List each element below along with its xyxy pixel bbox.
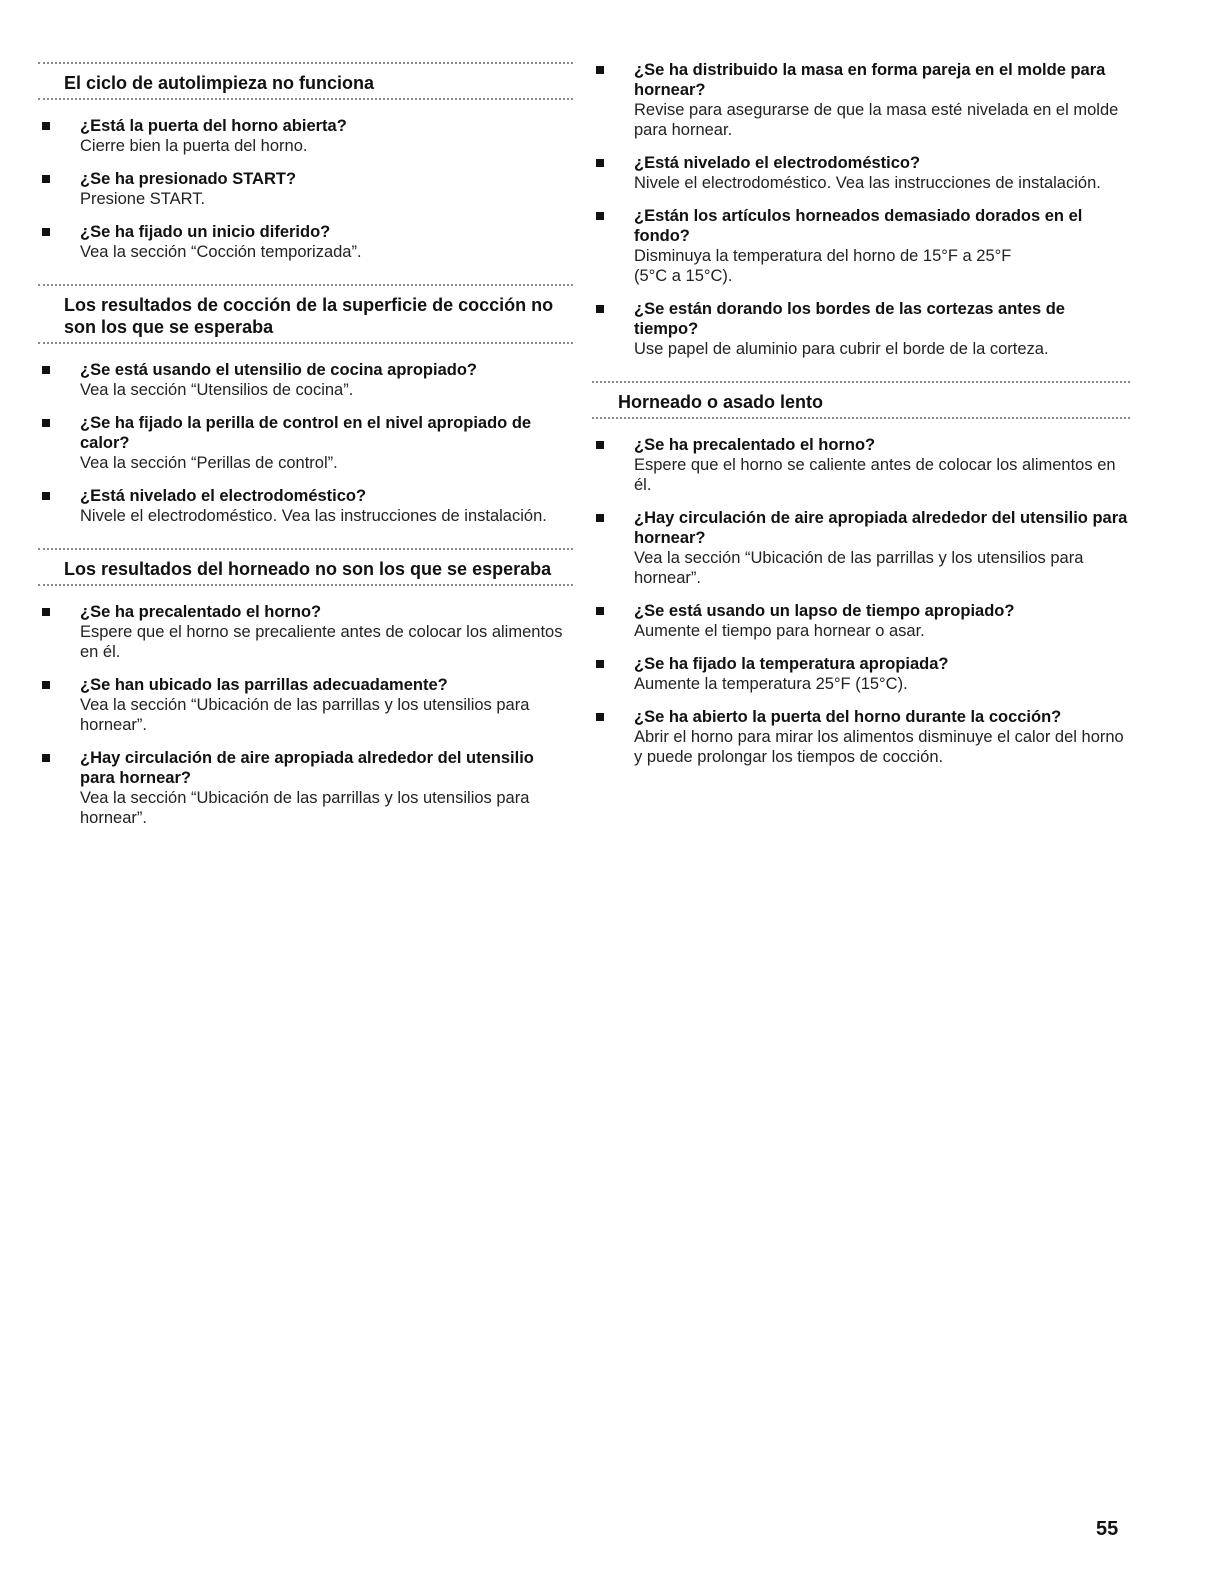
item-answer: Cierre bien la puerta del horno. [80, 137, 308, 155]
item-question: ¿Hay circulación de aire apropiada alrededor del utensilio para hornear? [634, 509, 1128, 547]
square-bullet-icon [596, 159, 604, 167]
square-bullet-icon [596, 607, 604, 615]
section-title: Los resultados de cocción de la superficie de cocción no son los que se esperaba [64, 295, 554, 337]
section-baking-results [38, 548, 573, 828]
item-answer: Aumente la temperatura 25°F (15°C). [634, 675, 908, 693]
square-bullet-icon [42, 419, 50, 427]
item-question: ¿Se ha abierto la puerta del horno durante la cocción? [634, 708, 1062, 726]
list-item [38, 675, 573, 735]
item-answer: Presione START. [80, 190, 206, 208]
section-title: Los resultados del horneado no son los que se esperaba [64, 559, 552, 579]
list-item [592, 707, 1130, 767]
section-header [38, 62, 573, 100]
square-bullet-icon [596, 713, 604, 721]
list-item [38, 360, 573, 400]
item-question: ¿Se han ubicado las parrillas adecuadamente? [80, 676, 448, 694]
item-answer: Nivele el electrodoméstico. Vea las instrucciones de instalación. [634, 174, 1101, 192]
item-question: ¿Se ha fijado un inicio diferido? [80, 223, 331, 241]
item-question: ¿Se ha precalentado el horno? [80, 603, 322, 621]
list-item [38, 116, 573, 156]
item-answer: Vea la sección “Utensilios de cocina”. [80, 381, 354, 399]
item-question: ¿Se está usando el utensilio de cocina apropiado? [80, 361, 477, 379]
list-item [592, 206, 1130, 286]
list-item [38, 602, 573, 662]
square-bullet-icon [42, 122, 50, 130]
item-question: ¿Se está usando un lapso de tiempo apropiado? [634, 602, 1015, 620]
item-answer: Aumente el tiempo para hornear o asar. [634, 622, 925, 640]
item-question: ¿Está nivelado el electrodoméstico? [634, 154, 921, 172]
left-column [38, 62, 573, 850]
section-header [38, 548, 573, 586]
section-header [592, 381, 1130, 419]
section-header [38, 284, 573, 344]
square-bullet-icon [596, 660, 604, 668]
item-answer: Disminuya la temperatura del horno de 15°F a 25°F (5°C a 15°C). [634, 247, 1012, 285]
square-bullet-icon [42, 754, 50, 762]
item-question: ¿Está nivelado el electrodoméstico? [80, 487, 367, 505]
square-bullet-icon [42, 228, 50, 236]
item-answer: Vea la sección “Cocción temporizada”. [80, 243, 362, 261]
list-item [38, 486, 573, 526]
list-item [592, 508, 1130, 588]
list-item [38, 748, 573, 828]
item-answer: Vea la sección “Ubicación de las parrillas y los utensilios para hornear”. [80, 696, 530, 734]
list-item [592, 601, 1130, 641]
section-self-clean [38, 62, 573, 262]
item-question: ¿Se ha fijado la perilla de control en el nivel apropiado de calor? [80, 414, 532, 452]
item-question: ¿Se están dorando los bordes de las cortezas antes de tiempo? [634, 300, 1065, 338]
square-bullet-icon [596, 305, 604, 313]
item-answer: Vea la sección “Ubicación de las parrillas y los utensilios para hornear”. [80, 789, 530, 827]
section-cooktop-results [38, 284, 573, 526]
section-title: Horneado o asado lento [618, 392, 824, 412]
square-bullet-icon [42, 366, 50, 374]
item-question: ¿Se ha presionado START? [80, 170, 297, 188]
section-slow-baking [592, 381, 1130, 767]
item-question: ¿Se ha distribuido la masa en forma pareja en el molde para hornear? [634, 61, 1106, 99]
item-question: ¿Hay circulación de aire apropiada alrededor del utensilio para hornear? [80, 749, 534, 787]
item-answer: Revise para asegurarse de que la masa esté nivelada en el molde para hornear. [634, 101, 1119, 139]
list-item [38, 413, 573, 473]
item-answer: Abrir el horno para mirar los alimentos disminuye el calor del horno y puede prolongar los tiempos de cocción. [634, 728, 1124, 766]
square-bullet-icon [42, 175, 50, 183]
list-item [38, 169, 573, 209]
square-bullet-icon [596, 441, 604, 449]
item-answer: Vea la sección “Ubicación de las parrillas y los utensilios para hornear”. [634, 549, 1084, 587]
item-question: ¿Está la puerta del horno abierta? [80, 117, 347, 135]
right-column [592, 60, 1130, 789]
item-question: ¿Están los artículos horneados demasiado dorados en el fondo? [634, 207, 1083, 245]
item-answer: Vea la sección “Perillas de control”. [80, 454, 338, 472]
list-item [592, 435, 1130, 495]
square-bullet-icon [596, 212, 604, 220]
list-item [592, 654, 1130, 694]
section-title: El ciclo de autolimpieza no funciona [64, 73, 375, 93]
item-answer: Use papel de aluminio para cubrir el borde de la corteza. [634, 340, 1049, 358]
square-bullet-icon [42, 608, 50, 616]
list-item [592, 60, 1130, 140]
item-question: ¿Se ha precalentado el horno? [634, 436, 876, 454]
list-item [592, 299, 1130, 359]
item-answer: Nivele el electrodoméstico. Vea las instrucciones de instalación. [80, 507, 547, 525]
square-bullet-icon [42, 492, 50, 500]
item-answer: Espere que el horno se precaliente antes de colocar los alimentos en él. [80, 623, 563, 661]
list-item [38, 222, 573, 262]
square-bullet-icon [42, 681, 50, 689]
square-bullet-icon [596, 66, 604, 74]
square-bullet-icon [596, 514, 604, 522]
list-item [592, 153, 1130, 193]
page-number: 55 [1096, 1518, 1119, 1540]
item-answer: Espere que el horno se caliente antes de colocar los alimentos en él. [634, 456, 1116, 494]
item-question: ¿Se ha fijado la temperatura apropiada? [634, 655, 949, 673]
